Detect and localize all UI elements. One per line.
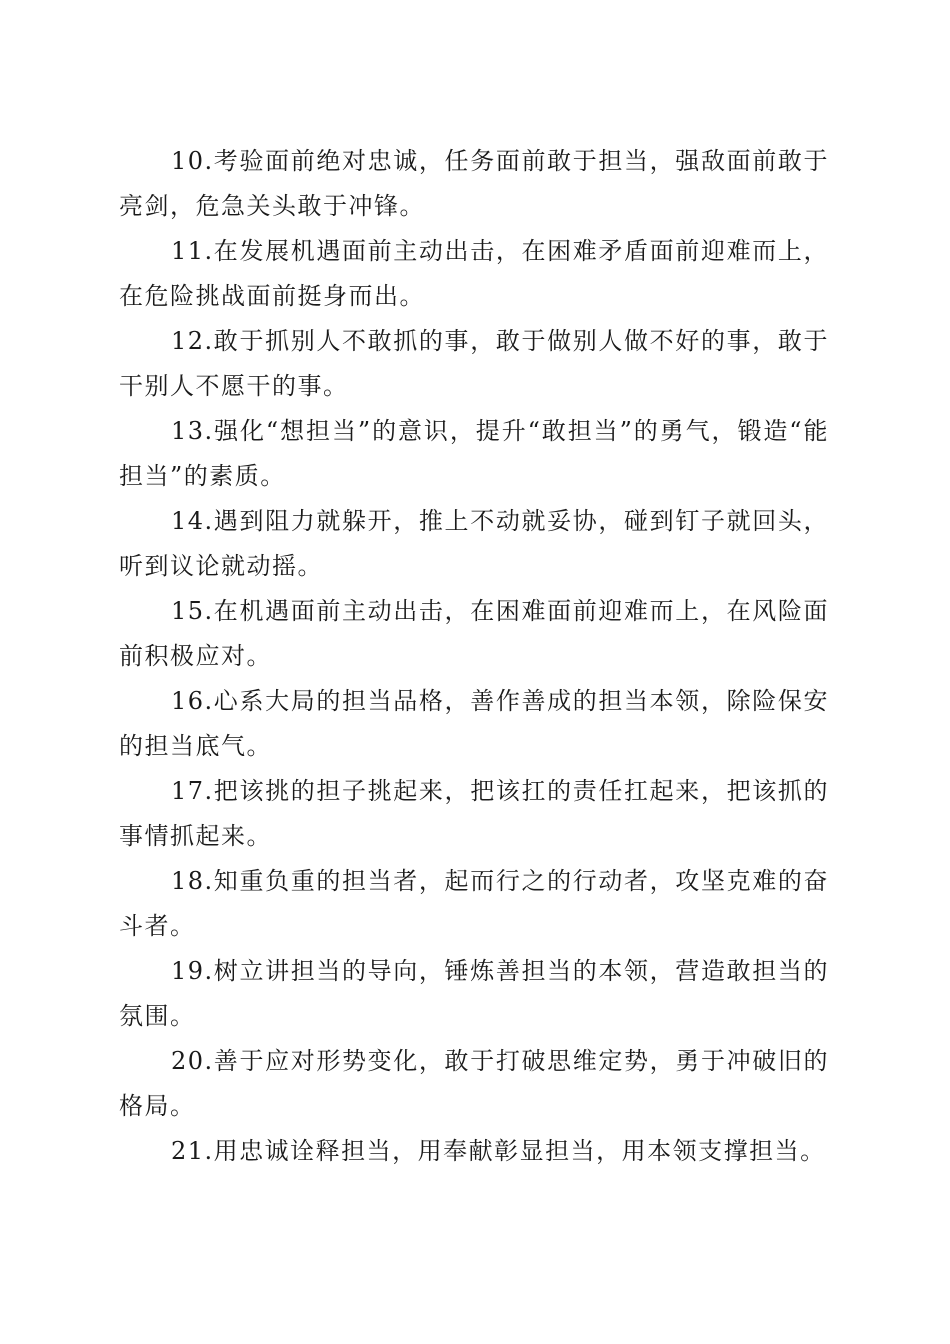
document-body [119, 139, 829, 1174]
paragraph-10: 10.考验面前绝对忠诚，任务面前敢于担当，强敌面前敢于亮剑，危急关头敢于冲锋。 [119, 147, 829, 220]
paragraph-18: 18.知重负重的担当者，起而行之的行动者，攻坚克难的奋斗者。 [119, 867, 829, 940]
paragraph-19: 19.树立讲担当的导向，锤炼善担当的本领，营造敢担当的氛围。 [119, 957, 829, 1030]
paragraph-12: 12.敢于抓别人不敢抓的事，敢于做别人做不好的事，敢于干别人不愿干的事。 [119, 327, 829, 400]
paragraph-15: 15.在机遇面前主动出击，在困难面前迎难而上，在风险面前积极应对。 [119, 597, 829, 670]
paragraph-21: 21.用忠诚诠释担当，用奉献彰显担当，用本领支撑担当。 [171, 1137, 826, 1165]
paragraph-20: 20.善于应对形势变化，敢于打破思维定势，勇于冲破旧的格局。 [119, 1047, 829, 1120]
paragraph-14: 14.遇到阻力就躲开，推上不动就妥协，碰到钉子就回头，听到议论就动摇。 [119, 507, 829, 580]
paragraph-11: 11.在发展机遇面前主动出击，在困难矛盾面前迎难而上，在危险挑战面前挺身而出。 [119, 237, 829, 310]
paragraph-13: 13.强化“想担当”的意识，提升“敢担当”的勇气，锻造“能担当”的素质。 [119, 417, 829, 490]
paragraph-17: 17.把该挑的担子挑起来，把该扛的责任扛起来，把该抓的事情抓起来。 [119, 777, 829, 850]
paragraph-16: 16.心系大局的担当品格，善作善成的担当本领，除险保安的担当底气。 [119, 687, 829, 760]
